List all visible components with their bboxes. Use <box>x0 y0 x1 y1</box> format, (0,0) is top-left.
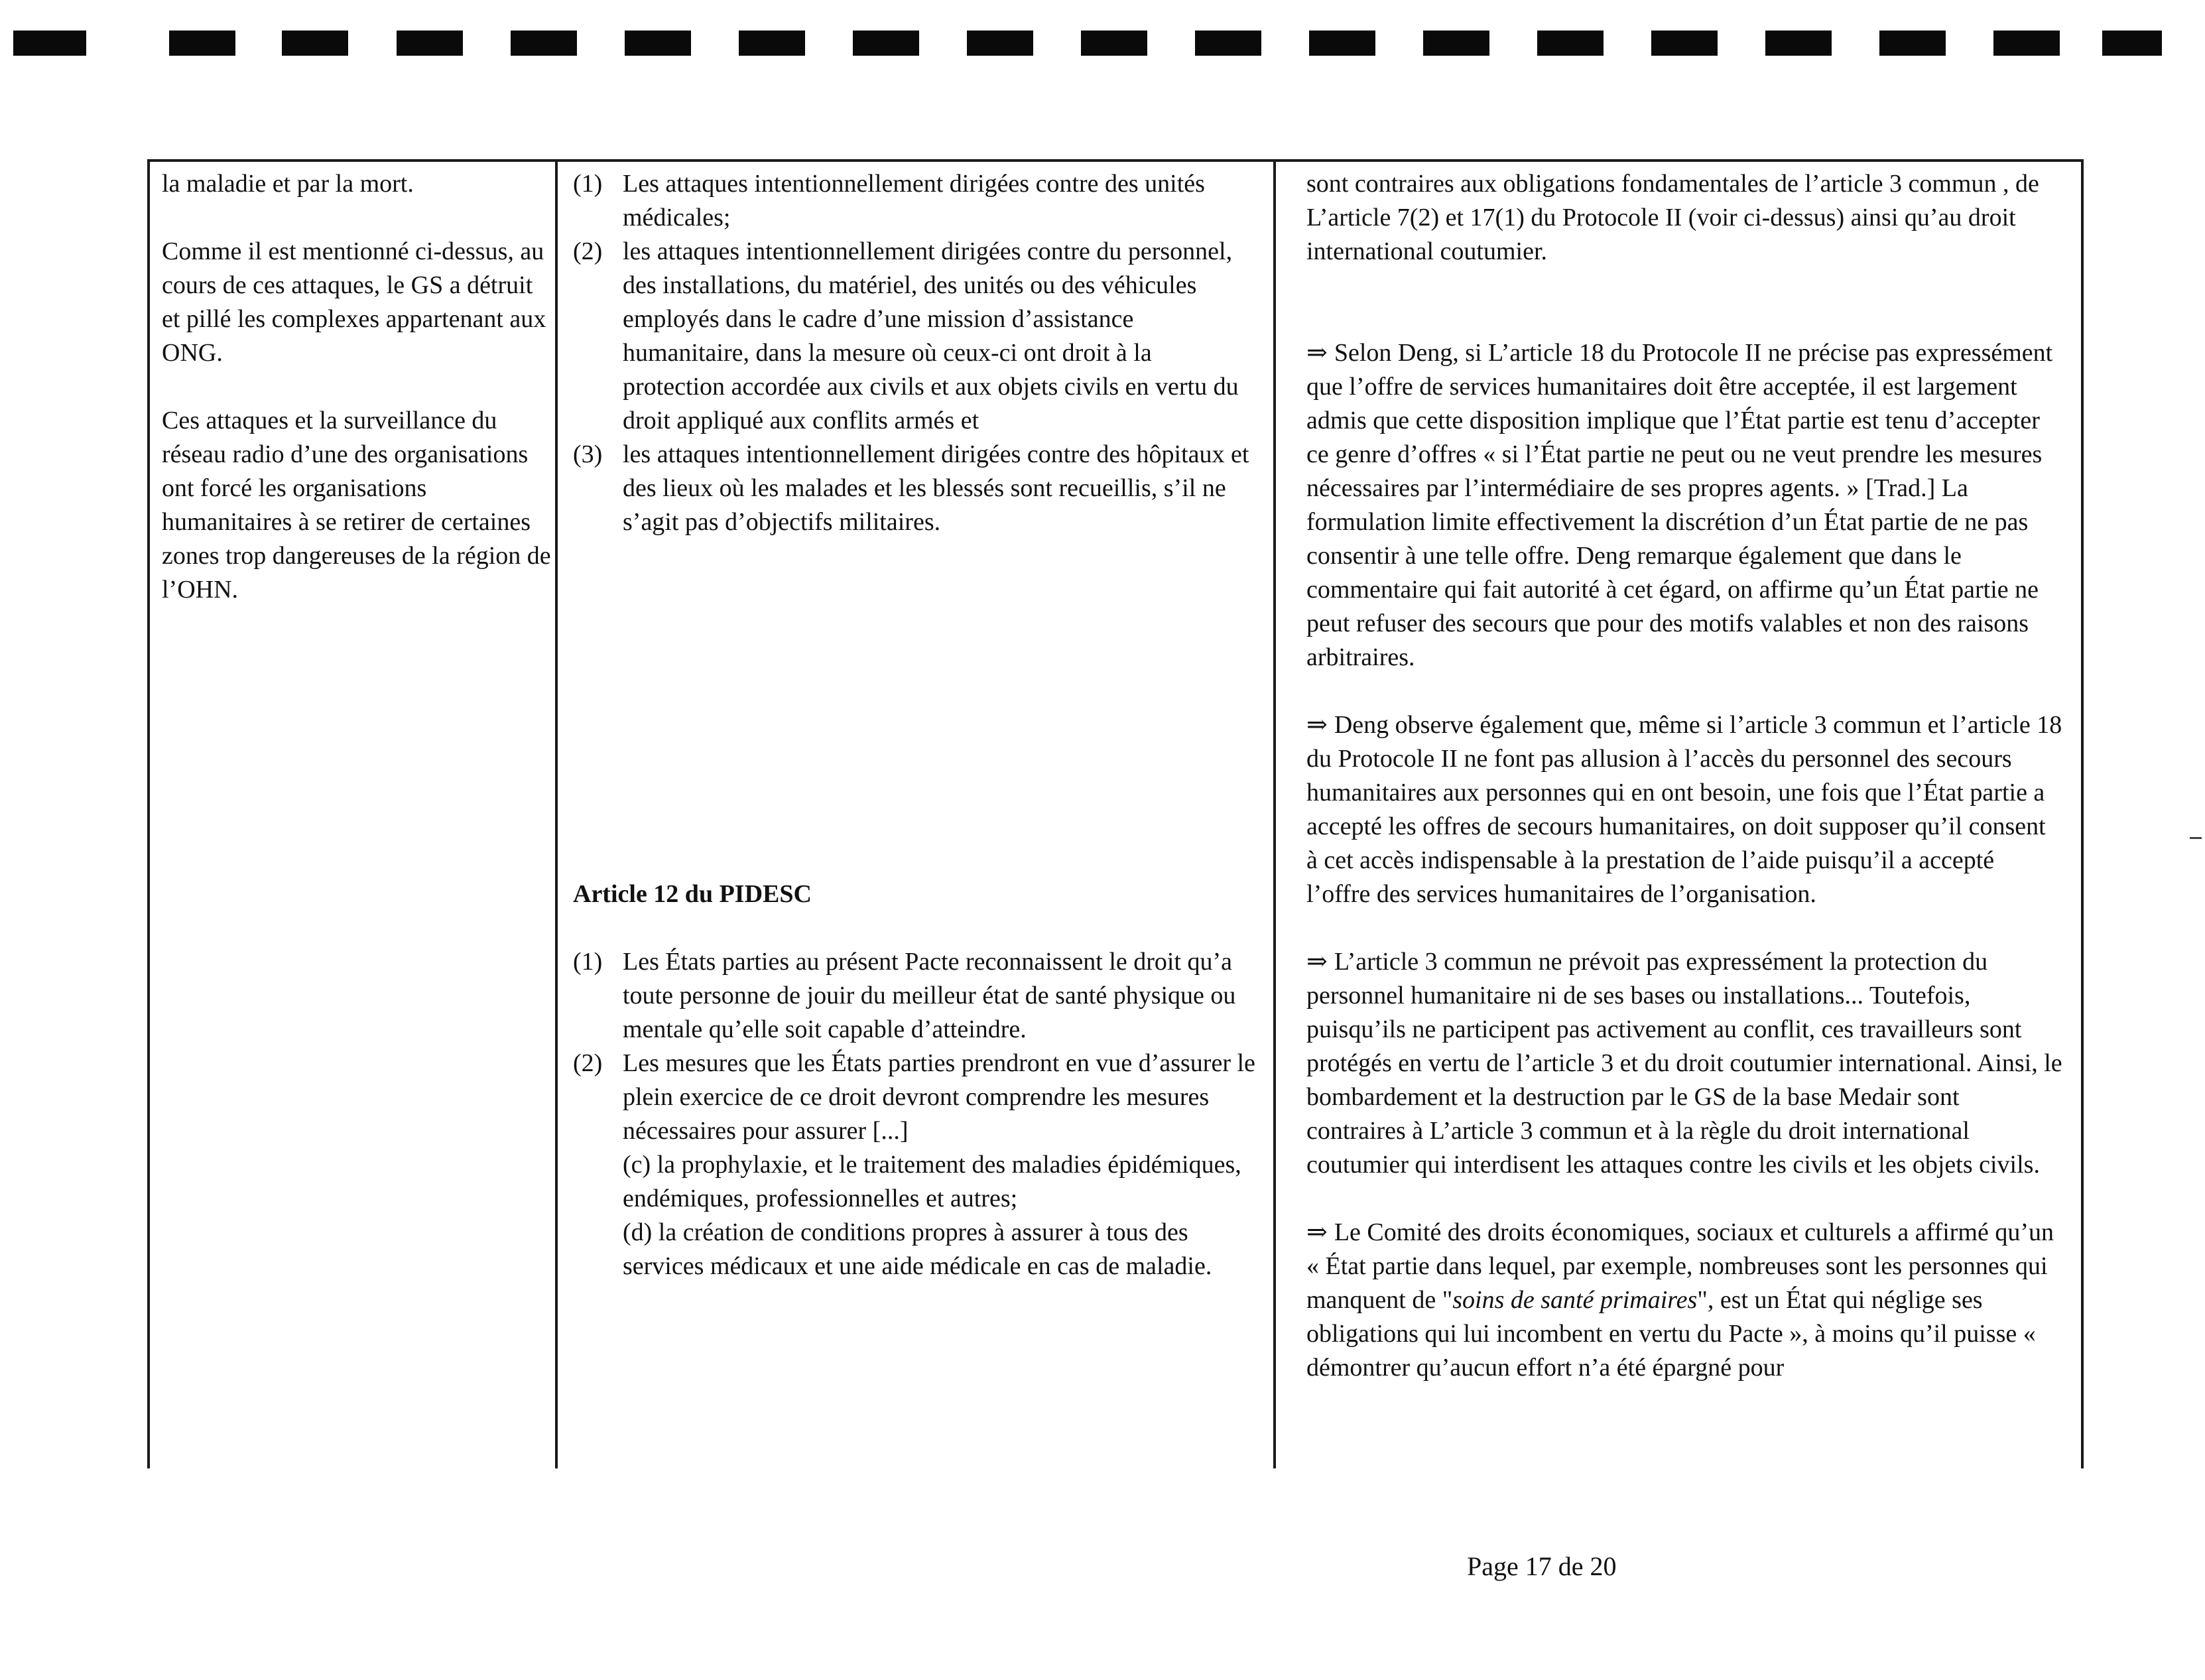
list-text: les attaques intentionnellement dirigées contre des hôpitaux et des lieux où les malades et les blessés sont recueillis, s’il ne s’agit pas d’objectifs militaires. <box>623 440 1249 536</box>
section-heading: Article 12 du PIDESC <box>573 880 812 908</box>
header-dash <box>1537 31 1604 56</box>
list-number: (2) <box>573 237 603 265</box>
table-column-facts <box>162 167 553 607</box>
table-border-left <box>147 162 150 1468</box>
table-divider <box>1273 162 1276 1468</box>
list-item <box>573 235 1259 438</box>
list-number: (2) <box>573 1049 603 1077</box>
list-item <box>573 945 1259 1047</box>
table-border-right <box>2081 162 2084 1468</box>
header-dash <box>1765 31 1832 56</box>
header-dash-bar <box>13 31 2162 57</box>
header-dash <box>169 31 235 56</box>
paragraph: sont contraires aux obligations fondamentales de l’article 3 commun , de L’article 7(2) et 17(1) du Protocole II (voir ci-dessus) ainsi qu’au droit international coutumier. <box>1306 170 2039 265</box>
list-number: (1) <box>573 948 603 976</box>
list-text: Les attaques intentionnellement dirigées contre des unités médicales; <box>623 170 1205 231</box>
header-dash <box>625 31 691 56</box>
table-divider <box>555 162 558 1468</box>
paragraph <box>1306 336 2062 675</box>
paragraph <box>1306 945 2062 1182</box>
paragraph-text: Le Comité des droits économiques, sociaux et culturels a affirmé qu’un « État partie dans lequel, par exemple, nombreuses sont les personnes qui manquent de " <box>1306 1218 2054 1314</box>
header-dash <box>397 31 463 56</box>
arrow-icon: ⇒ <box>1306 711 1328 739</box>
list-text-main: Les mesures que les États parties prendront en vue d’assurer le plein exercice de ce droit devront comprendre les mesures nécessaires pour assurer [...] <box>623 1049 1255 1145</box>
arrow-icon: ⇒ <box>1306 1218 1328 1246</box>
sub-item-c: (c) la prophylaxie, et le traitement des maladies épidémiques, endémiques, professionnelles et autres; <box>623 1151 1241 1212</box>
paragraph <box>1306 1216 2062 1385</box>
header-dash <box>1081 31 1147 56</box>
list-number: (3) <box>573 440 603 468</box>
header-dash <box>282 31 348 56</box>
page-number: Page 17 de 20 <box>1467 1551 1617 1581</box>
sub-item-d: (d) la création de conditions propres à assurer à tous des services médicaux et une aide médicale en cas de maladie. <box>623 1218 1212 1280</box>
list-item <box>573 438 1259 539</box>
list-text: les attaques intentionnellement dirigées contre du personnel, des installations, du matériel, des unités ou des véhicules employés dans le cadre d’une mission d’assistance humanitaire, dans la mesure où ceux-ci ont droit à la protection accordée aux civils et aux objets civils en vertu du droit appliqué aux conflits armés et <box>623 237 1239 434</box>
paragraph: Ces attaques et la surveillance du réseau radio d’une des organisations ont forcé les organisations humanitaires à se retirer de certaines zones trop dangereuses de la région de l’OHN. <box>162 407 551 604</box>
header-dash <box>1879 31 1946 56</box>
list-item <box>573 167 1259 235</box>
header-dash <box>2102 31 2162 56</box>
list-item <box>573 1047 1259 1283</box>
paragraph: la maladie et par la mort. <box>162 170 414 198</box>
header-dash <box>853 31 919 56</box>
paragraph-text: Selon Deng, si L’article 18 du Protocole II ne précise pas expressément que l’offre de services humanitaires doit être acceptée, il est largement admis que cette disposition implique que l’État partie est tenu d’accepter ce genre d’offres « si l’État partie ne peut ou ne veut prendre les mesures nécessaires par l’intermédiaire de ses propres agents. » [Trad.] La formulation limite effectivement la discrétion d’un État partie de ne pas consentir à une telle offre. Deng remarque également que dans le commentaire qui fait autorité à cet égard, on affirme qu’un État partie ne peut refuser des secours que pour des motifs valables et non des raisons arbitraires. <box>1306 339 2053 671</box>
table-column-analysis <box>1306 167 2062 1385</box>
emphasis-text: soins de santé primaires <box>1452 1286 1698 1314</box>
table-column-law <box>573 167 1259 1283</box>
header-dash <box>1309 31 1375 56</box>
list-text: Les États parties au présent Pacte reconnaissent le droit qu’a toute personne de jouir du meilleur état de santé physique ou mentale qu’elle soit capable d’atteindre. <box>623 948 1236 1043</box>
arrow-icon: ⇒ <box>1306 948 1328 976</box>
header-dash <box>1423 31 1489 56</box>
header-dash <box>1195 31 1261 56</box>
document-table <box>147 159 2084 1468</box>
header-dash <box>1651 31 1718 56</box>
scan-artifact <box>2190 837 2202 839</box>
header-dash <box>511 31 577 56</box>
list-text <box>623 1047 1259 1283</box>
header-dash <box>1993 31 2060 56</box>
paragraph-text: L’article 3 commun ne prévoit pas expressément la protection du personnel humanitaire ni de ses bases ou installations... Toutefois, puisqu’ils ne participent pas activement au conflit, ces travailleurs sont protégés en vertu de l’article 3 et du droit coutumier international. Ainsi, le bombardement et la destruction par le GS de la base Medair sont contraires à L’article 3 commun et à la règle du droit international coutumier qui interdisent les attaques contre les civils et les objets civils. <box>1306 948 2062 1179</box>
paragraph: Comme il est mentionné ci-dessus, au cours de ces attaques, le GS a détruit et pillé les complexes appartenant aux ONG. <box>162 237 546 367</box>
header-dash <box>13 31 86 56</box>
paragraph-text: ", est un État qui néglige ses obligations qui lui incombent en vertu du Pacte », à moins qu’il puisse « démontrer qu’aucun effort n’a été épargné pour <box>1306 1286 2036 1382</box>
header-dash <box>739 31 805 56</box>
paragraph <box>1306 708 2062 911</box>
list-number: (1) <box>573 170 603 198</box>
paragraph-text: Deng observe également que, même si l’article 3 commun et l’article 18 du Protocole II ne font pas allusion à l’accès du personnel des secours humanitaires aux personnes qui en ont besoin, une fois que l’État partie a accepté les offres de secours humanitaires, on doit supposer qu’il consent à cet accès indispensable à la prestation de l’aide puisqu’il a accepté l’offre des services humanitaires de l’organisation. <box>1306 711 2062 908</box>
header-dash <box>967 31 1033 56</box>
arrow-icon: ⇒ <box>1306 339 1328 367</box>
